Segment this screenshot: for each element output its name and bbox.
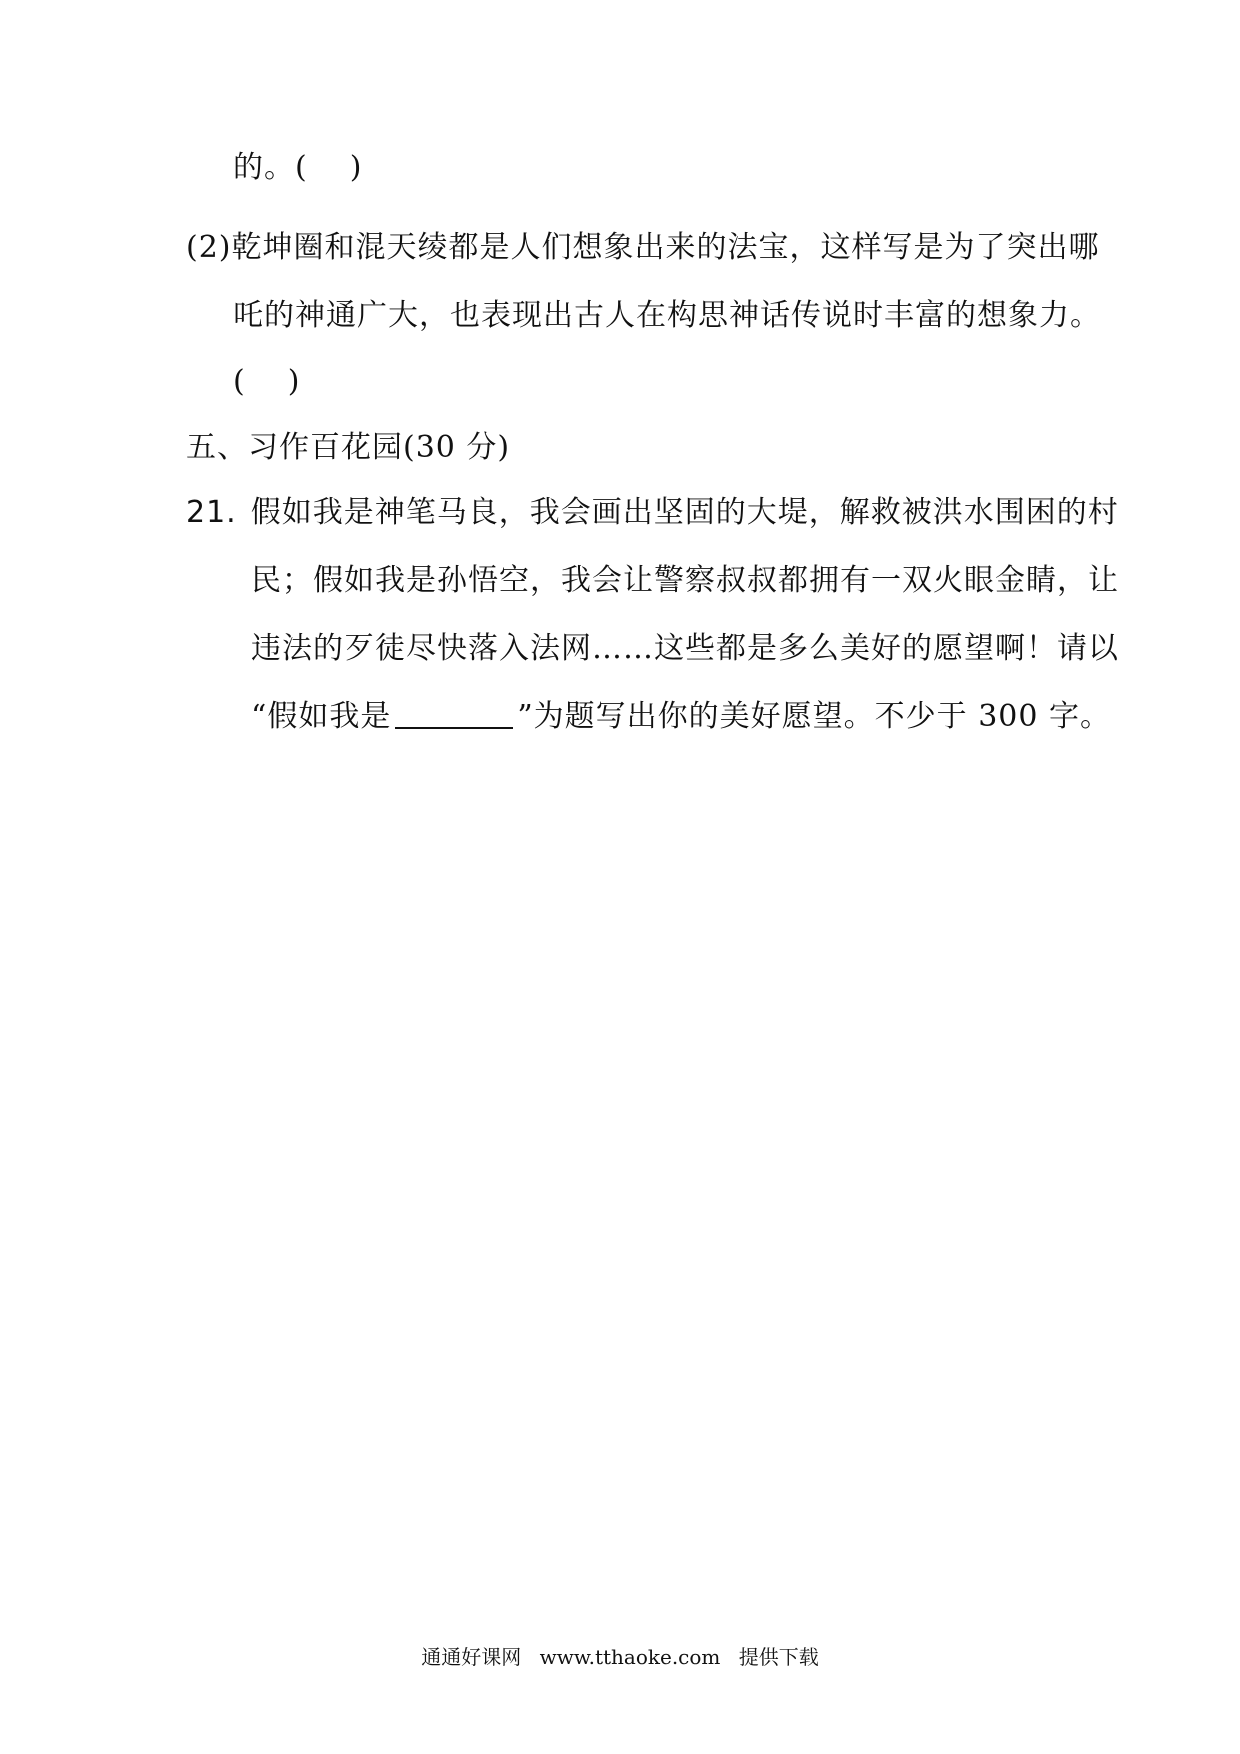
q20-item2-open-paren: (	[233, 364, 246, 399]
q21-title-prefix: “假如我是	[251, 699, 392, 734]
q20-item2-line2: 吒的神通广大，也表现出古人在构思神话传说时丰富的想象力。	[233, 298, 1101, 333]
q21-line3: 违法的歹徒尽快落入法网……这些都是多么美好的愿望啊！请以	[251, 631, 1119, 666]
footer-site-name: 通通好课网	[421, 1645, 522, 1669]
section5-heading: 五、习作百花园(30 分)	[186, 430, 511, 465]
footer-url[interactable]: www.tthaoke.com	[539, 1645, 721, 1669]
q21-line4	[251, 697, 1111, 737]
q21-title-suffix: ”为题写出你的美好愿望。不少于 300 字。	[517, 699, 1112, 734]
q20-item1-text: 的。(	[233, 150, 308, 185]
q20-item1-close-paren: )	[349, 150, 363, 185]
q21-number: 21.	[186, 495, 237, 530]
q20-item2-close-paren: )	[287, 364, 301, 399]
title-blank[interactable]	[395, 701, 513, 729]
q21-line1	[186, 493, 1119, 533]
q20-item1-end	[233, 148, 362, 188]
q20-item2-line1: (2)乾坤圈和混天绫都是人们想象出来的法宝，这样写是为了突出哪	[186, 230, 1100, 265]
q21-text-line1: 假如我是神笔马良，我会画出坚固的大堤，解救被洪水围困的村	[250, 495, 1119, 530]
page-footer	[0, 1643, 1240, 1671]
q20-item2-answer	[233, 362, 300, 402]
q21-line2: 民；假如我是孙悟空，我会让警察叔叔都拥有一双火眼金睛，让	[251, 563, 1119, 598]
footer-suffix: 提供下载	[738, 1645, 819, 1669]
